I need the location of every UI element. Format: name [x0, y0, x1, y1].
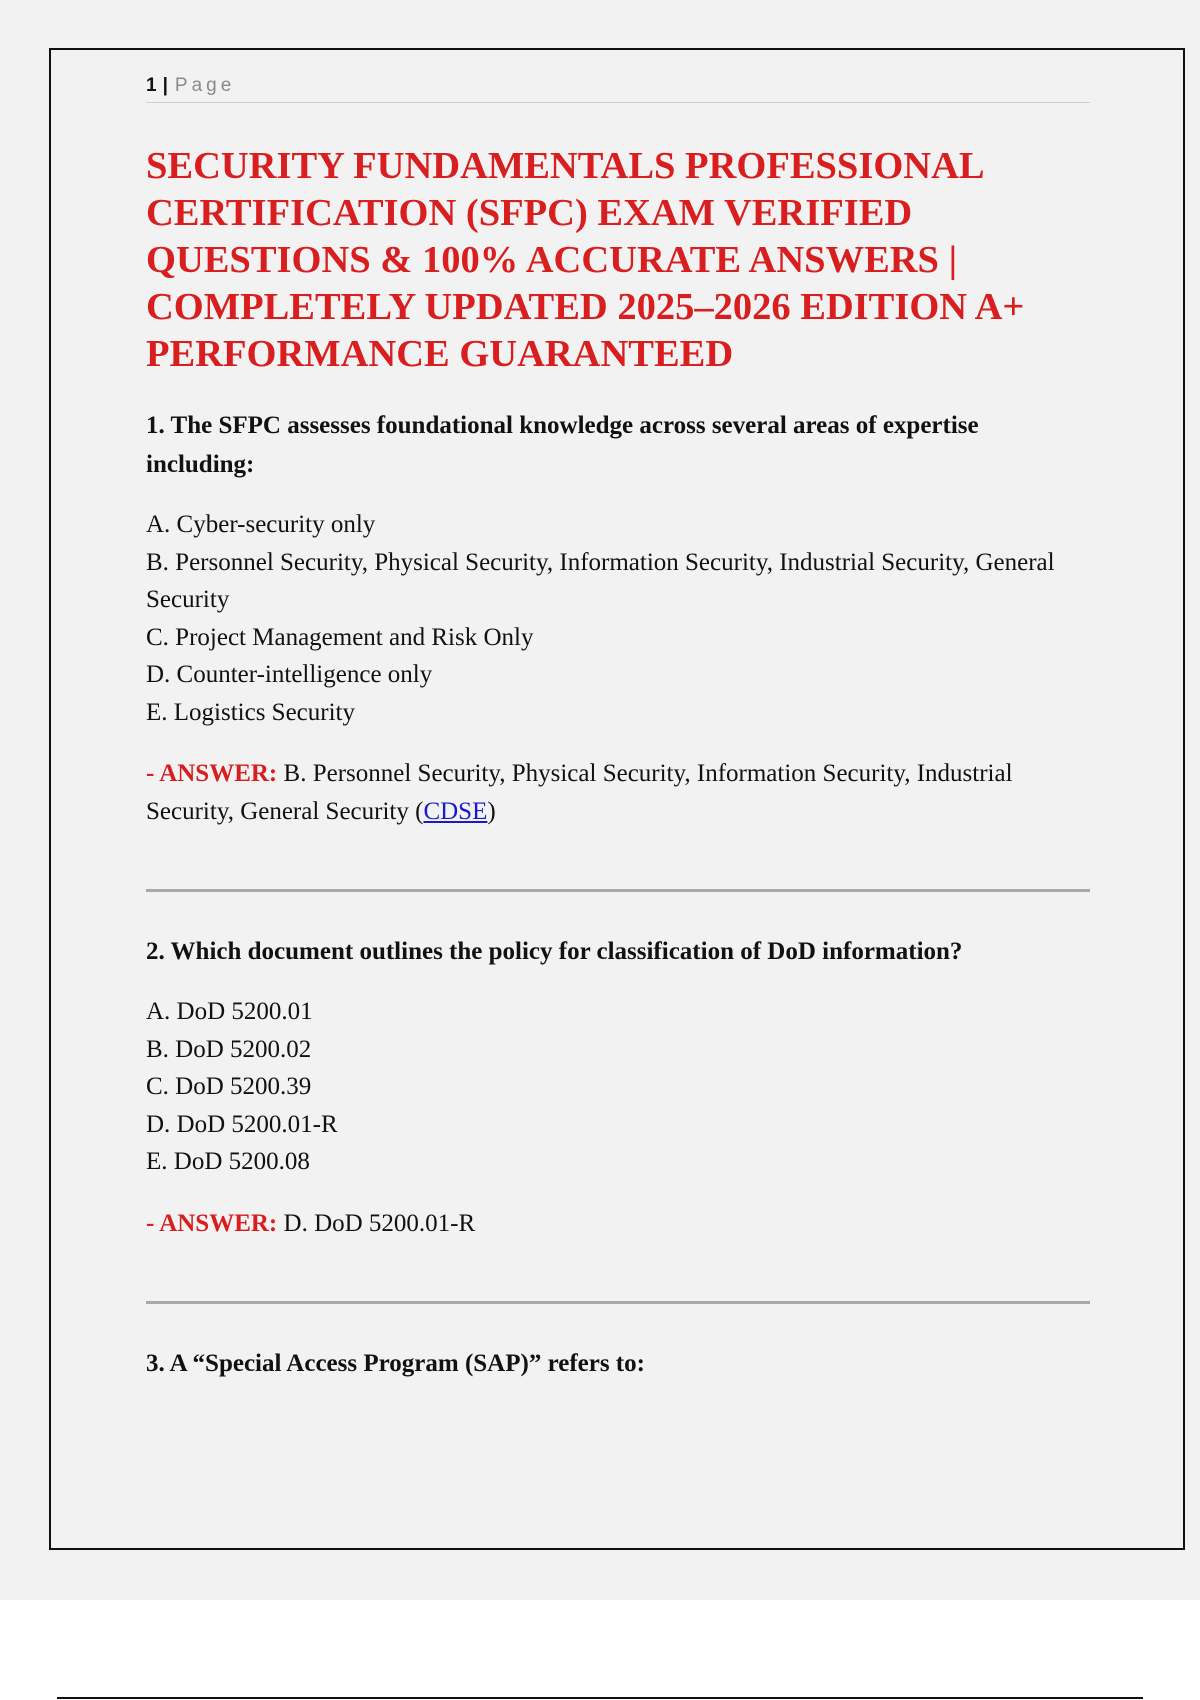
- option-item: A. Cyber-security only: [146, 511, 376, 538]
- question-text: 1. The SFPC assesses foundational knowledge across several areas of expertise including:: [146, 412, 979, 478]
- question-block-3: [146, 1344, 1090, 1383]
- option-item: E. Logistics Security: [146, 698, 355, 726]
- page-content: [146, 70, 1090, 1383]
- option-item: C. DoD 5200.39: [146, 1073, 312, 1100]
- next-page-area: [0, 1600, 1200, 1700]
- options-list: [146, 506, 1090, 731]
- option-item: E. DoD 5200.08: [146, 1148, 310, 1175]
- next-page-top-rule: [57, 1697, 1143, 1699]
- answer-text: D. DoD 5200.01-R: [277, 1209, 476, 1237]
- option-item: B. Personnel Security, Physical Security, Information Security, Industrial Security, General Security: [146, 548, 1055, 613]
- page-header: [146, 70, 1090, 103]
- option-item: C. Project Management and Risk Only: [146, 623, 534, 651]
- option-item: B. DoD 5200.02: [146, 1035, 312, 1063]
- question-text: 2. Which document outlines the policy for classification of DoD information?: [146, 938, 963, 965]
- section-divider: [146, 889, 1090, 892]
- answer-line: [146, 755, 1090, 831]
- page-separator: |: [162, 75, 168, 96]
- option-item: D. Counter-intelligence only: [146, 661, 433, 688]
- answer-label: - ANSWER:: [146, 1209, 278, 1237]
- section-divider: [146, 1301, 1090, 1304]
- answer-text: B. Personnel Security, Physical Security, Information Security, Industrial Security, General Security (: [146, 760, 1013, 825]
- option-item: D. DoD 5200.01-R: [146, 1110, 338, 1138]
- document-title: SECURITY FUNDAMENTALS PROFESSIONAL CERTIFICATION (SFPC) EXAM VERIFIED QUESTIONS & 100% ACCURATE ANSWERS | COMPLETELY UPDATED 2025–2026 EDITION A+ PERFORMANCE GUARANTEED: [146, 145, 1025, 375]
- question-block-1: [146, 406, 1090, 831]
- answer-line: [146, 1205, 1090, 1243]
- question-text: 3. A “Special Access Program (SAP)” refers to:: [146, 1349, 645, 1377]
- answer-suffix: ): [487, 798, 496, 825]
- answer-label: - ANSWER:: [146, 760, 278, 787]
- question-block-2: [146, 932, 1090, 1243]
- page-word: Page: [174, 75, 236, 96]
- cdse-link[interactable]: CDSE: [423, 798, 488, 825]
- options-list: [146, 993, 1090, 1181]
- option-item: A. DoD 5200.01: [146, 998, 313, 1025]
- page-number: 1: [146, 75, 157, 96]
